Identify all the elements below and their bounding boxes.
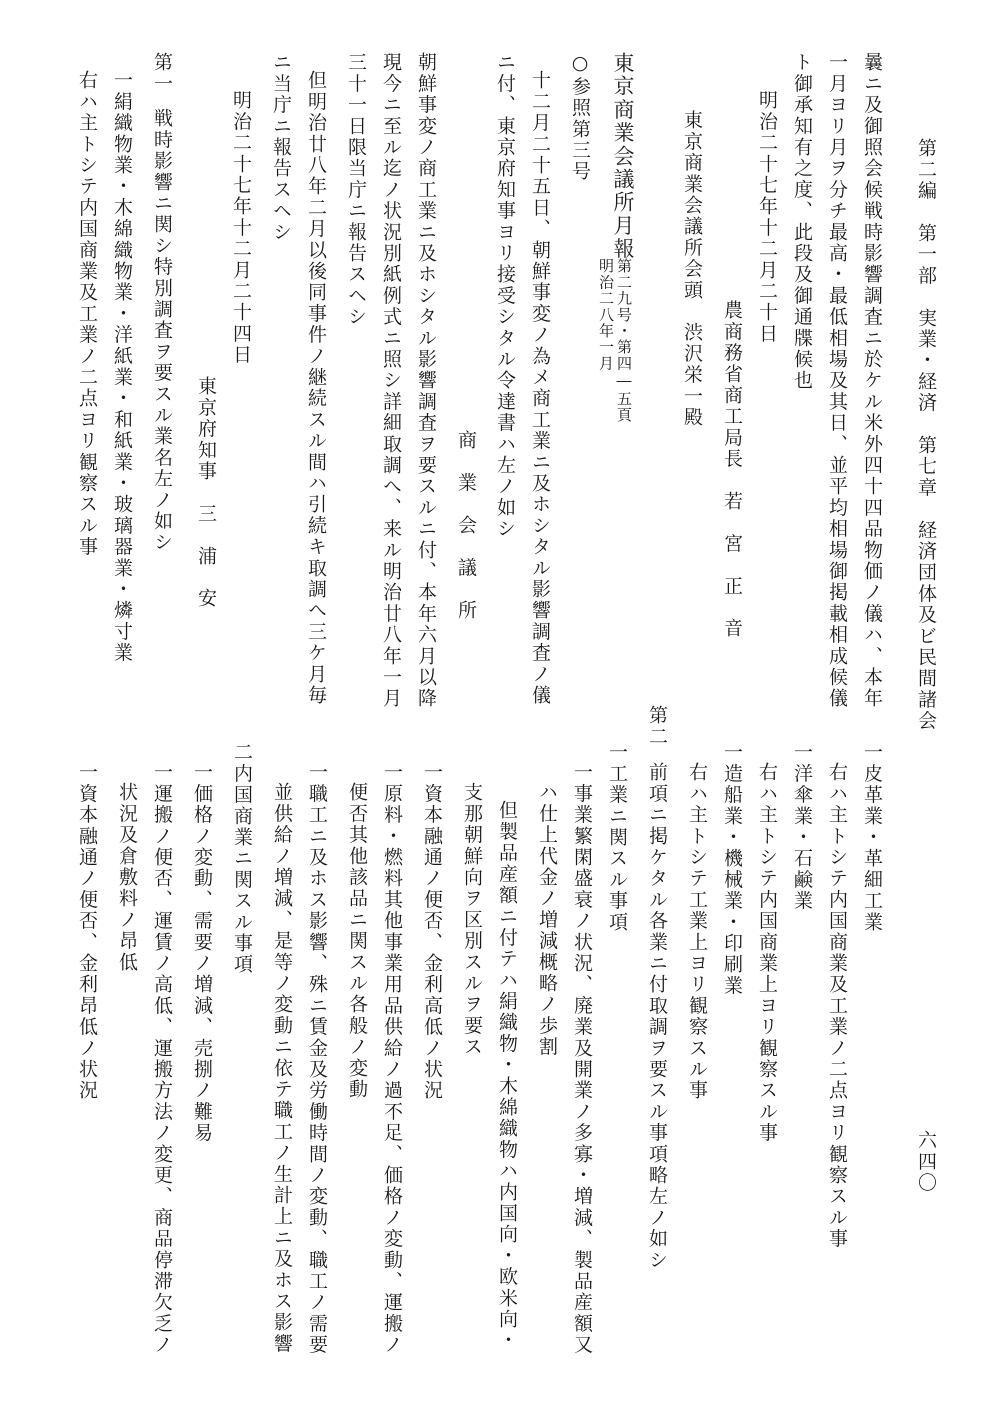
list-item: 一価格ノ変動、需要ノ増減、売捌ノ難易 [191, 762, 213, 1144]
source-ref-date: 明治二八年一月 [597, 258, 615, 372]
recipient-line: 商 業 会 議 所 [455, 430, 477, 621]
signature-line: 農商務省商工局長 若 宮 正 音 [721, 300, 743, 640]
text-column: ハ仕上代金ノ増減概略ノ歩割 [536, 782, 558, 1058]
text-column: 前項ニ掲ケタル各業ニ付取調ヲ要スル事項略左ノ如シ [646, 762, 668, 1271]
list-item: 一職工ニ及ホス影響、殊ニ賃金及労働時間ノ変動、職工ノ需要 [306, 762, 328, 1356]
section-heading: ○参照第三号 [569, 52, 591, 183]
list-item: 一造船業・機械業・印刷業 [721, 742, 743, 997]
source-ref-issue: 第二九号・第四―五頁 [615, 258, 633, 423]
list-item: 一事業繁閑盛衰ノ状況、廃業及開業ノ多寡・増減、製品産額又 [571, 762, 593, 1356]
running-head: 第二編 第一部 実業・経済 第七章 経済団体及ビ民間諸会 [915, 138, 937, 732]
item-label: 第二 [646, 705, 668, 748]
list-item: 一洋傘業・石鹸業 [791, 742, 813, 912]
list-item: 一皮革業・革細工業 [861, 742, 883, 933]
date-line: 明治二十七年十二月二十日 [756, 90, 778, 345]
text-column: 支那朝鮮向ヲ区別スルヲ要ス [461, 782, 483, 1058]
text-column: 朝鮮事変ノ商工業ニ及ホシタル影響調査ヲ要スルニ付、本年六月以降 [415, 52, 437, 710]
text-column: ニ付、東京府知事ヨリ接受シタル令達書ハ左ノ如シ [494, 52, 516, 540]
text-column: 右ハ主トシテ内国商業及工業ノ二点ヨリ観察スル事 [76, 70, 98, 558]
subheading: 二内国商業ニ関スル事項 [231, 742, 253, 976]
text-column: 但明治廿八年二月以後同事件ノ継続スル間ハ引続キ取調へ三ケ月毎 [305, 70, 327, 706]
page-number: 六四〇 [915, 1130, 937, 1194]
signature-line: 東京府知事 三 浦 安 [195, 376, 217, 610]
list-item: 一資本融通ノ便否、金利高低ノ状況 [421, 762, 443, 1102]
addressee-line: 東京商業会議所会頭 渋沢栄一殿 [681, 110, 703, 428]
text-column: 十二月二十五日、朝鮮事変ノ為メ商工業ニ及ホシタル影響調査ノ儀 [529, 70, 551, 706]
list-item: 一運搬ノ便否、運賃ノ高低、運搬方法ノ変更、商品停滞欠乏ノ [151, 762, 173, 1356]
text-column: 並供給ノ増減、是等ノ変動ニ依テ職工ノ生計上ニ及ホス影響 [271, 782, 293, 1355]
text-column: ト御承知有之度、此段及御通牒候也 [791, 52, 813, 392]
list-item: 一絹織物業・木綿織物業・洋紙業・和紙業・玻璃器業・燐寸業 [111, 70, 133, 664]
text-column: 曩ニ及御照会候戦時影響調査ニ於ケル米外四十四品物価ノ儀ハ、本年 [861, 52, 883, 710]
text-column: 現今ニ至ル迄ノ状況別紙例式ニ照シ詳細取調へ、来ル明治廿八年一月 [380, 52, 402, 710]
date-line: 明治二十七年十二月二十四日 [230, 90, 252, 366]
text-column: 但製品産額ニ付テハ絹織物・木綿織物ハ内国向・欧米向・ [496, 800, 518, 1352]
source-title: 東京商業会議所月報 [611, 52, 635, 261]
list-item: 一資本融通ノ便否、金利昂低ノ状況 [76, 762, 98, 1102]
text-column: 一月ヨリ月ヲ分チ最高・最低相場及其日、並平均相場御掲載相成候儀 [826, 52, 848, 710]
text-column: 右ハ主トシテ内国商業及工業ノ二点ヨリ観察スル事 [826, 762, 848, 1250]
subheading: 一工業ニ関スル事項 [606, 742, 628, 933]
list-item: 一原料・燃料其他事業用品供給ノ過不足、価格ノ変動、運搬ノ [381, 762, 403, 1356]
text-column: ニ当庁ニ報告スヘシ [270, 52, 292, 243]
text-column: 戦時影響ニ関シ特別調査ヲ要スル業名左ノ如シ [151, 108, 173, 554]
text-column: 状況及倉敷料ノ昂低 [116, 782, 138, 973]
text-column: 右ハ主トシテ内国商業上ヨリ観察スル事 [756, 762, 778, 1144]
text-column: 便否其他該品ニ関スル各般ノ変動 [346, 782, 368, 1100]
text-column: 右ハ主トシテ工業上ヨリ観察スル事 [686, 762, 708, 1102]
item-label: 第一 [151, 52, 173, 95]
text-column: 三十一日限当庁ニ報告スヘシ [345, 52, 367, 328]
